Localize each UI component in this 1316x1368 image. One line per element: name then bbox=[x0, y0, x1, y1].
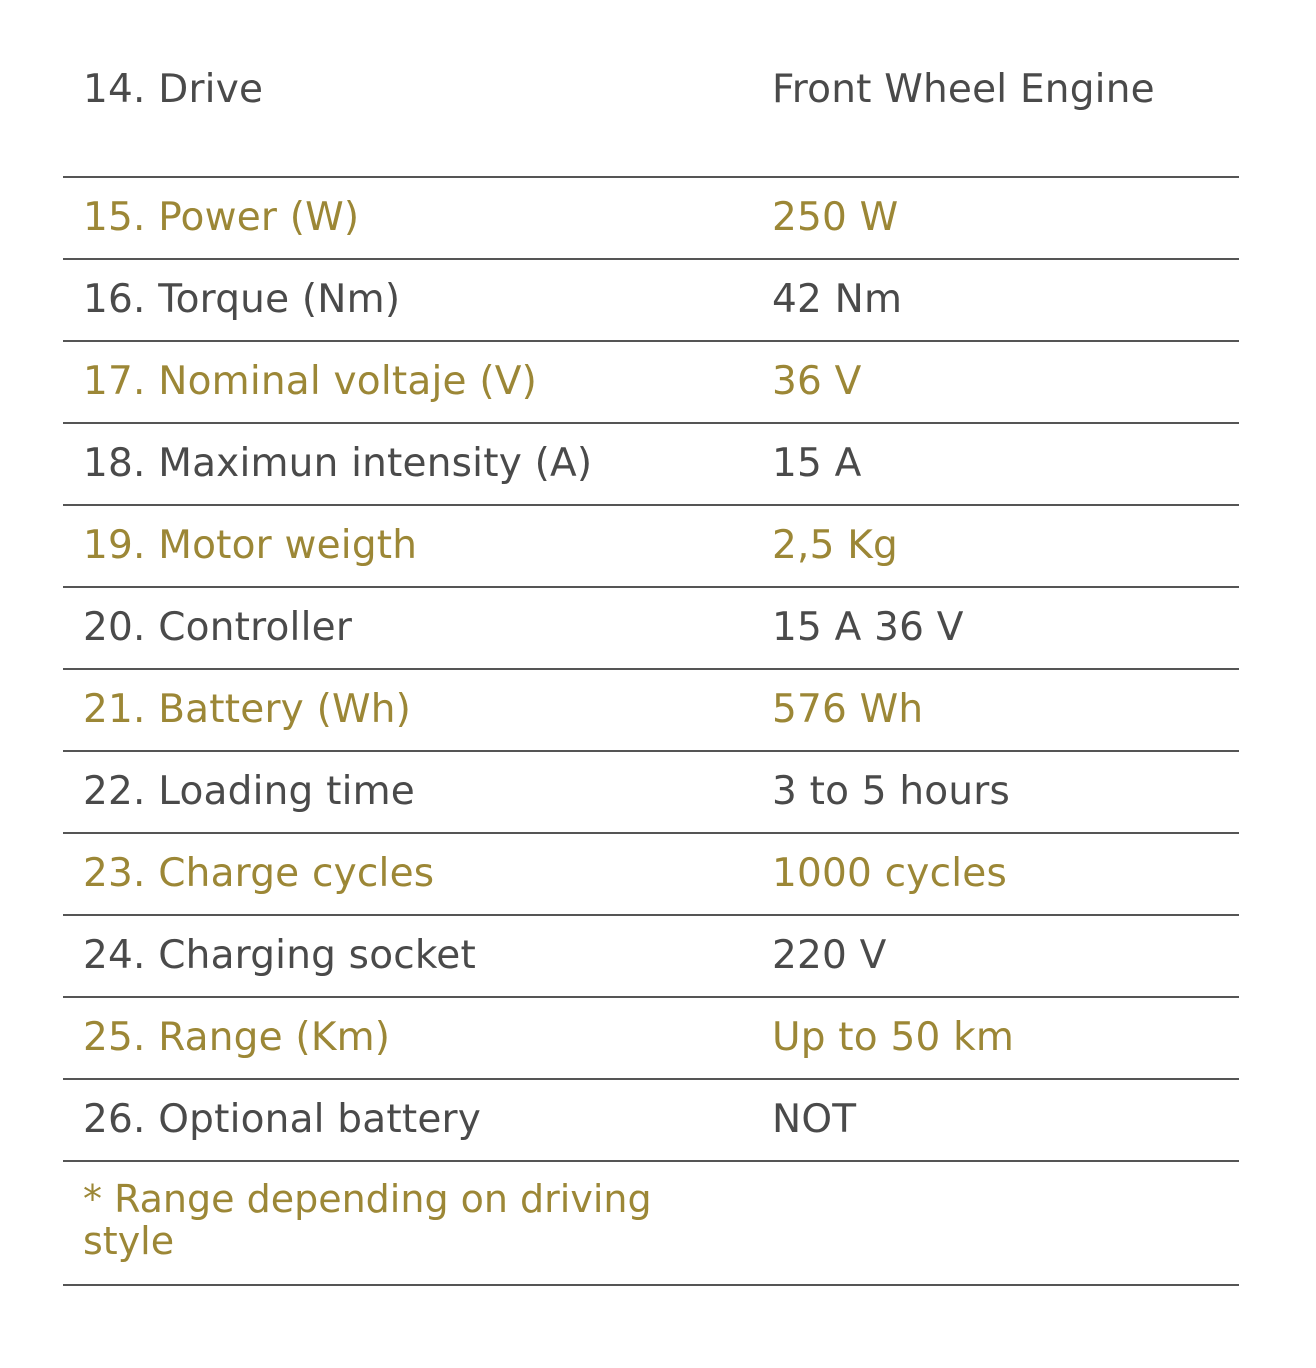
spec-value: 1000 cycles bbox=[772, 851, 1007, 896]
spec-value: 576 Wh bbox=[772, 687, 924, 732]
spec-row-range bbox=[63, 998, 1239, 1080]
spec-value: 250 W bbox=[772, 195, 899, 240]
spec-value: 42 Nm bbox=[772, 277, 903, 322]
spec-row-charge-cycles bbox=[63, 834, 1239, 916]
spec-value: Up to 50 km bbox=[772, 1015, 1015, 1060]
spec-row-optional-battery bbox=[63, 1080, 1239, 1162]
spec-value: NOT bbox=[772, 1097, 857, 1142]
spec-value: 220 V bbox=[772, 933, 887, 978]
spec-row-power bbox=[63, 178, 1239, 260]
spec-row-controller bbox=[63, 588, 1239, 670]
spec-label: 17. Nominal voltaje (V) bbox=[83, 359, 538, 404]
spec-value: 2,5 Kg bbox=[772, 523, 898, 568]
spec-row-drive bbox=[63, 54, 1239, 178]
spec-label: 18. Maximun intensity (A) bbox=[83, 441, 593, 486]
spec-value: Front Wheel Engine bbox=[772, 67, 1155, 112]
spec-row-nominal-voltage bbox=[63, 342, 1239, 424]
spec-label: 21. Battery (Wh) bbox=[83, 687, 412, 732]
spec-row-charging-socket bbox=[63, 916, 1239, 998]
spec-row-torque bbox=[63, 260, 1239, 342]
spec-value: 36 V bbox=[772, 359, 862, 404]
spec-row-motor-weight bbox=[63, 506, 1239, 588]
spec-label: 22. Loading time bbox=[83, 769, 415, 814]
spec-row-max-intensity bbox=[63, 424, 1239, 506]
spec-label: 16. Torque (Nm) bbox=[83, 277, 401, 322]
spec-label: 26. Optional battery bbox=[83, 1097, 482, 1142]
footnote-row bbox=[63, 1162, 1239, 1286]
spec-label: 14. Drive bbox=[83, 67, 264, 112]
spec-label: 20. Controller bbox=[83, 605, 353, 650]
spec-value: 15 A bbox=[772, 441, 862, 486]
range-footnote: * Range depending on driving style bbox=[83, 1177, 652, 1263]
spec-row-battery bbox=[63, 670, 1239, 752]
spec-table bbox=[63, 54, 1239, 1286]
spec-row-loading-time bbox=[63, 752, 1239, 834]
spec-label: 23. Charge cycles bbox=[83, 851, 435, 896]
spec-value: 3 to 5 hours bbox=[772, 769, 1011, 814]
spec-value: 15 A 36 V bbox=[772, 605, 964, 650]
spec-label: 19. Motor weigth bbox=[83, 523, 418, 568]
spec-label: 25. Range (Km) bbox=[83, 1015, 391, 1060]
spec-label: 15. Power (W) bbox=[83, 195, 360, 240]
spec-label: 24. Charging socket bbox=[83, 933, 476, 978]
